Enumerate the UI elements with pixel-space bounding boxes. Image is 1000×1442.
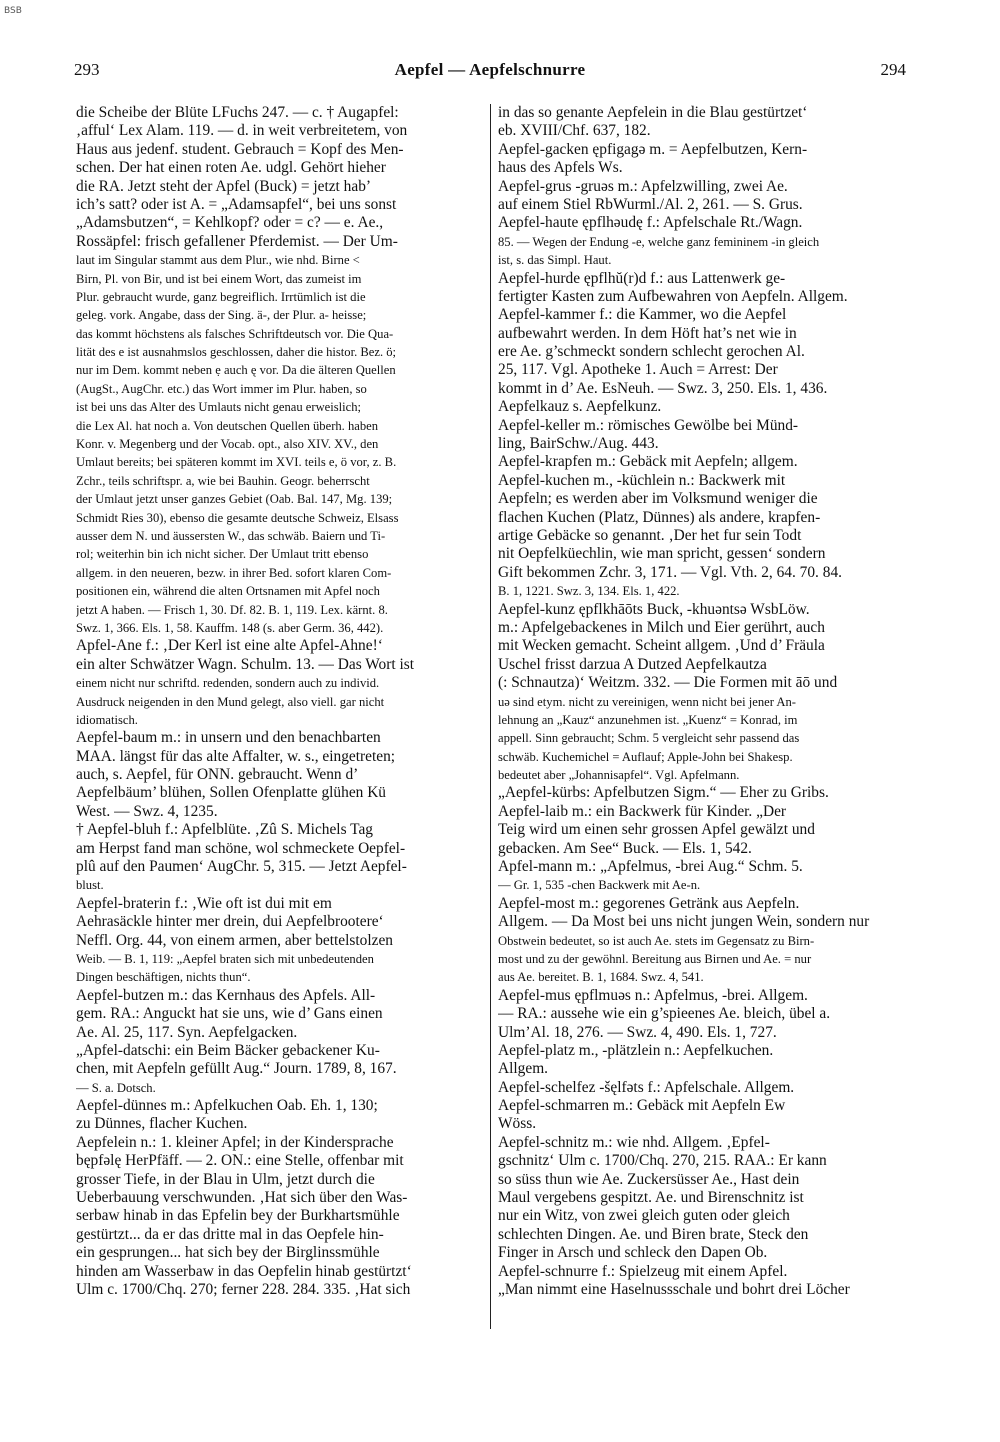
- left-column: [76, 104, 492, 1299]
- text-line: serbaw hinab in das Epfelin bey der Burkhartsmühle: [76, 1207, 400, 1225]
- text-line: geleg. vork. Angabe, dass der Sing. ä-, der Plur. a- heisse;: [76, 308, 367, 323]
- text-line: die RA. Jetzt steht der Apfel (Buck) = jetzt hab’: [76, 177, 372, 195]
- text-line: Gift bekommen Zchr. 3, 171. — Vgl. Vth. 2, 64. 70. 84.: [498, 563, 842, 581]
- text-line: gem. RA.: Anguckt hat sie uns, wie d’ Gans einen: [76, 1005, 383, 1023]
- text-line: ist bei uns das Alter des Umlauts nicht genau erweislich;: [76, 400, 362, 415]
- text-line: Aepfel-dünnes m.: Apfelkuchen Oab. Eh. 1, 130;: [76, 1097, 378, 1115]
- text-line: bępfəlę HerPfäff. — 2. ON.: eine Stelle, offenbar mit: [76, 1152, 404, 1170]
- page-number-right: 294: [880, 60, 906, 79]
- text-line: ‚afful‘ Lex Alam. 119. — d. in weit verbreitetem, von: [76, 122, 408, 140]
- text-line: Aepfel-hurde ępflhŭ(r)d f.: aus Lattenwerk ge-: [498, 269, 786, 287]
- text-line: kommt in d’ Ae. EsNeuh. — Swz. 3, 250. Els. 1, 436.: [498, 379, 828, 397]
- text-line: Weib. — B. 1, 119: „Aepfel braten sich mit unbedeutenden: [76, 951, 374, 966]
- text-line: Aepfel-braterin f.: ‚Wie oft ist dui mit em: [76, 894, 332, 912]
- page-number-left: 293: [74, 60, 100, 79]
- text-line: positionen ein, während die alten Ortsnamen mit Apfel noch: [76, 584, 380, 599]
- text-line: B. 1, 1221. Swz. 3, 134. Els. 1, 422.: [498, 584, 680, 599]
- text-line: Haus aus jedenf. student. Gebrauch = Kopf des Men-: [76, 140, 404, 158]
- text-line: so süss thun wie Ae. Zuckersüsser Ae., Hast dein: [498, 1170, 800, 1188]
- text-line: 25, 117. Vgl. Apotheke 1. Auch = Arrest: Der: [498, 361, 778, 379]
- text-line: ere Ae. g’schmeckt sondern schlecht gerochen Al.: [498, 343, 805, 361]
- text-line: Maul vergebens gespitzt. Ae. und Birenschnitz ist: [498, 1189, 804, 1207]
- text-line: Teig wird um einen sehr grossen Apfel gewälzt und: [498, 821, 815, 839]
- text-line: Aepfelkauz s. Aepfelkunz.: [498, 398, 662, 416]
- text-line: flachen Kuchen (Platz, Dünnes) als andere, krapfen-: [498, 508, 821, 526]
- text-line: Aepfel-gacken ępfigagə m. = Aepfelbutzen, Kern-: [498, 140, 808, 158]
- text-line: ein gesprungen... hat sich bey der Birglinssmühle: [76, 1244, 380, 1262]
- text-line: Aepfel-mus ępflmuəs n.: Apfelmus, -brei. Allgem.: [498, 986, 808, 1004]
- text-line: laut im Singular stammt aus dem Plur., wie nhd. Birne <: [76, 253, 360, 268]
- text-line: Neffl. Org. 44, von einem armen, aber bettelstolzen: [76, 931, 393, 949]
- text-line: 85. — Wegen der Endung -e, welche ganz femininem -in gleich: [498, 234, 820, 249]
- text-line: ich’s satt? oder ist A. = „Adamsapfel“, bei uns sonst: [76, 195, 397, 213]
- text-line: most und zu der gewöhnl. Bereitung aus Birnen und Ae. = nur: [498, 951, 812, 966]
- right-column: [498, 104, 908, 1299]
- text-line: Aepfel-kunz ępflkhāōts Buck, -khuəntsə WsbLöw.: [498, 600, 810, 618]
- text-line: chen, mit Aepfeln gefüllt Aug.“ Journ. 1789, 8, 167.: [76, 1060, 397, 1078]
- text-line: nit Oepfelküechlin, wie man spricht, gessen‘ sondern: [498, 545, 826, 563]
- text-line: Aepfel-keller m.: römisches Gewölbe bei Münd-: [498, 416, 799, 434]
- text-line: Swz. 1, 366. Els. 1, 58. Kauffm. 148 (s. aber Germ. 36, 442).: [76, 620, 384, 635]
- text-line: gschnitz‘ Ulm c. 1700/Chq. 270, 215. RAA.: Er kann: [498, 1152, 827, 1170]
- text-line: Konr. v. Megenberg und der Vocab. opt., also XIV. XV., den: [76, 437, 379, 452]
- text-line: Dingen beschäftigen, nichts thun“.: [76, 970, 251, 985]
- text-line: Schmidt Ries 30), ebenso die gesamte deutsche Schweiz, Elsass: [76, 510, 399, 525]
- text-line: Zchr., teils schriftspr. a, wie bei Bauhin. Geogr. beherrscht: [76, 473, 370, 488]
- text-line: bedeutet aber „Johannisapfel“. Vgl. Apfelmann.: [498, 768, 740, 783]
- text-line: — RA.: aussehe wie ein g’spieenes Ae. bleich, übel a.: [498, 1005, 831, 1023]
- text-line: jetzt A haben. — Frisch 1, 30. Df. 82. B. 1, 119. Lex. kärnt. 8.: [76, 602, 388, 617]
- text-line: gestürtzt... da er das dritte mal in das Oepfele hin-: [76, 1225, 384, 1243]
- text-line: in das so genante Aepfelein in die Blau gestürtzet‘: [498, 104, 808, 121]
- text-line: Ulm c. 1700/Chq. 270; ferner 228. 284. 335. ‚Hat sich: [76, 1281, 411, 1298]
- library-stamp: BSB: [4, 6, 22, 16]
- text-line: Aepfel-schnitz m.: wie nhd. Allgem. ‚Epfel-: [498, 1133, 770, 1151]
- text-line: Ae. Al. 25, 117. Syn. Aepfelgacken.: [76, 1023, 298, 1041]
- text-line: Ausdruck neigenden in den Mund gelegt, also viell. gar nicht: [76, 694, 385, 709]
- text-line: Aehrasäckle hinter mer drein, dui Aepfelbrootere‘: [76, 913, 384, 931]
- text-line: ausser dem N. und äussersten W., das schwäb. Baiern und Ti-: [76, 528, 386, 543]
- text-line: die Lex Al. hat noch a. Von deutschen Quellen überh. haben: [76, 418, 379, 433]
- text-line: nur im Dem. kommt neben ẹ auch ę vor. Da die älteren Quellen: [76, 363, 396, 378]
- text-line: „Apfel-datschi: ein Beim Bäcker gebackener Ku-: [76, 1041, 380, 1059]
- text-line: einem nicht nur schriftd. redenden, sondern auch zu individ.: [76, 676, 380, 691]
- text-line: der Umlaut jetzt unser ganzes Gebiet (Oab. Bal. 147, Mg. 139;: [76, 492, 393, 507]
- text-line: (: Schnautza)‘ Weitzm. 332. — Die Formen mit āō und: [498, 674, 838, 692]
- text-line: Finger in Arsch und schleck den Dapen Ob.: [498, 1244, 768, 1262]
- text-line: Aepfel-haute ępflhəudę f.: Apfelschale Rt./Wagn.: [498, 214, 803, 232]
- text-line: aus Ae. bereitet. B. 1, 1684. Swz. 4, 541.: [498, 970, 704, 985]
- text-line: Aepfel-schelfez -šęlfəts f.: Apfelschale. Allgem.: [498, 1078, 795, 1096]
- text-line: lehnung an „Kauz“ anzunehmen ist. „Kuenz“ = Konrad, im: [498, 712, 798, 727]
- text-line: Aepfel-laib m.: ein Backwerk für Kinder. „Der: [498, 802, 787, 820]
- text-line: idiomatisch.: [76, 712, 138, 727]
- text-line: m.: Apfelgebackenes in Milch und Eier gerührt, auch: [498, 618, 825, 636]
- text-line: ein alter Schwätzer Wagn. Schulm. 13. — Das Wort ist: [76, 655, 415, 673]
- text-line: gebacken. Am See“ Buck. — Els. 1, 542.: [498, 839, 752, 857]
- text-line: fertigter Kasten zum Aufbewahren von Aepfeln. Allgem.: [498, 287, 848, 305]
- text-line: Aepfel-krapfen m.: Gebäck mit Aepfeln; allgem.: [498, 453, 798, 471]
- text-line: Aepfel-platz m., -plätzlein n.: Aepfelkuchen.: [498, 1041, 774, 1059]
- text-line: das kommt höchstens als falsches Schriftdeutsch vor. Die Qua-: [76, 326, 394, 341]
- text-line: am Herpst fand man schöne, wol schmeckete Oepfel-: [76, 839, 406, 857]
- page-header: [74, 60, 906, 86]
- text-line: Aepfel-butzen m.: das Kernhaus des Apfels. All-: [76, 986, 376, 1004]
- text-line: Umlaut bereits; bei späteren kommt im XVI. teils e, ö vor, z. B.: [76, 455, 397, 470]
- text-line: allgem. in den neueren, bezw. in ihrer Bed. sofort klaren Com-: [76, 565, 392, 580]
- text-line: Aepfel-grus -gruəs m.: Apfelzwilling, zwei Ae.: [498, 177, 788, 195]
- text-line: schen. Der hat einen roten Ae. udgl. Gehört hieher: [76, 159, 386, 177]
- text-line: „Aepfel-kürbs: Apfelbutzen Sigm.“ — Eher zu Gribs.: [498, 784, 829, 802]
- text-line: Aepfeln; es werden aber im Volksmund weniger die: [498, 490, 818, 508]
- text-line: Obstwein bedeutet, so ist auch Ae. stets im Gegensatz zu Birn-: [498, 933, 815, 948]
- text-line: Ueberbauung verschwunden. ‚Hat sich über den Was-: [76, 1189, 408, 1207]
- text-line: Uschel frisst darzua A Dutzed Aepfelkautza: [498, 655, 767, 673]
- text-line: Allgem.: [498, 1060, 549, 1078]
- text-line: Apfel-mann m.: „Apfelmus, -brei Aug.“ Schm. 5.: [498, 858, 803, 876]
- text-line: lität des e ist ausnahmslos geschlossen, daher die histor. Bez. ö;: [76, 345, 397, 360]
- text-line: — Gr. 1, 535 -chen Backwerk mit Ae-n.: [498, 878, 701, 893]
- text-line: grosser Tiefe, in der Blau in Ulm, jetzt durch die: [76, 1170, 375, 1188]
- text-line: MAA. längst für das alte Affalter, w. s., eingetreten;: [76, 747, 396, 765]
- text-line: Ulm’Al. 18, 276. — Swz. 4, 490. Els. 1, 727.: [498, 1023, 777, 1041]
- text-line: rol; weiterhin bin ich nicht sicher. Der Umlaut tritt ebenso: [76, 547, 369, 562]
- text-line: ling, BairSchw./Aug. 443.: [498, 435, 659, 453]
- text-line: Plur. gebraucht wurde, ganz begreiflich. Irrtümlich ist die: [76, 289, 366, 304]
- text-line: ist, s. das Simpl. Haut.: [498, 253, 612, 268]
- text-line: zu Dünnes, flacher Kuchen.: [76, 1115, 248, 1133]
- text-line: uə sind etym. nicht zu vereinigen, wenn nicht bei jener An-: [498, 694, 796, 709]
- text-line: Aepfel-most m.: gegorenes Getränk aus Aepfeln.: [498, 894, 800, 912]
- text-line: Aepfelbäum’ blühen, Sollen Ofenplatte glühen Kü: [76, 784, 387, 802]
- text-line: Aepfelein n.: 1. kleiner Apfel; in der Kindersprache: [76, 1133, 394, 1151]
- text-line: (AugSt., AugChr. etc.) das Wort immer im Plur. haben, so: [76, 381, 367, 396]
- text-line: Aepfel-schmarren m.: Gebäck mit Aepfeln Ew: [498, 1097, 786, 1115]
- text-line: hinden am Wasserbaw in das Oepfelin hinab gestürtzt‘: [76, 1262, 412, 1280]
- text-line: † Aepfel-bluh f.: Apfelblüte. ‚Zû S. Michels Tag: [76, 821, 373, 839]
- text-line: Rossäpfel: frisch gefallener Pferdemist. — Der Um-: [76, 232, 398, 250]
- text-line: West. — Swz. 4, 1235.: [76, 802, 218, 820]
- text-line: Aepfel-schnurre f.: Spielzeug mit einem Apfel.: [498, 1262, 788, 1280]
- text-line: Apfel-Ane f.: ‚Der Kerl ist eine alte Apfel-Ahne!‘: [76, 637, 383, 655]
- text-line: Wöss.: [498, 1115, 537, 1133]
- running-title: Aepfel — Aepfelschnurre: [394, 60, 586, 79]
- text-line: Aepfel-kammer f.: die Kammer, wo die Aepfel: [498, 306, 787, 324]
- text-line: haus des Apfels Ws.: [498, 159, 623, 177]
- text-line: die Scheibe der Blüte LFuchs 247. — c. † Augapfel:: [76, 104, 399, 121]
- text-line: nur ein Witz, von zwei gleich guten oder gleich: [498, 1207, 790, 1225]
- text-line: auf einem Stiel RbWurml./Al. 2, 261. — S. Grus.: [498, 195, 803, 213]
- text-line: blust.: [76, 878, 104, 893]
- text-line: mit Wecken gemacht. Scheint allgem. ‚Und d’ Fräula: [498, 637, 825, 655]
- text-line: eb. XVIII/Chf. 637, 182.: [498, 122, 651, 140]
- text-line: — S. a. Dotsch.: [76, 1080, 156, 1095]
- text-line: „Adamsbutzen“, = Kehlkopf? oder = c? — e. Ae.,: [76, 214, 384, 232]
- text-line: Aepfel-baum m.: in unsern und den benachbarten: [76, 729, 381, 747]
- text-line: auch, s. Aepfel, für ONN. gebraucht. Wenn d’: [76, 766, 359, 784]
- text-line: Birn, Pl. von Bir, und ist bei einem Wort, das zumeist im: [76, 271, 362, 286]
- text-line: Aepfel-kuchen m., -küchlein n.: Backwerk mit: [498, 471, 786, 489]
- text-line: aufbewahrt werden. In dem Höft hat’s net wie in: [498, 324, 797, 342]
- text-line: plû auf den Paumen‘ AugChr. 5, 315. — Jetzt Aepfel-: [76, 858, 407, 876]
- column-divider: [490, 104, 491, 1329]
- text-line: „Man nimmt eine Haselnussschale und bohrt drei Löcher: [498, 1281, 850, 1298]
- text-line: appell. Sinn gebraucht; Schm. 5 vergleicht sehr passend das: [498, 731, 800, 746]
- text-line: Allgem. — Da Most bei uns nicht jungen Wein, sondern nur: [498, 913, 870, 931]
- text-line: artige Gebäcke so genannt. ‚Der het fur sein Todt: [498, 526, 802, 544]
- text-line: schlechten Dingen. Ae. und Biren brate, Steck den: [498, 1225, 809, 1243]
- text-line: schwäb. Kuchemichel = Auflauf; Apple-John bei Shakesp.: [498, 749, 793, 764]
